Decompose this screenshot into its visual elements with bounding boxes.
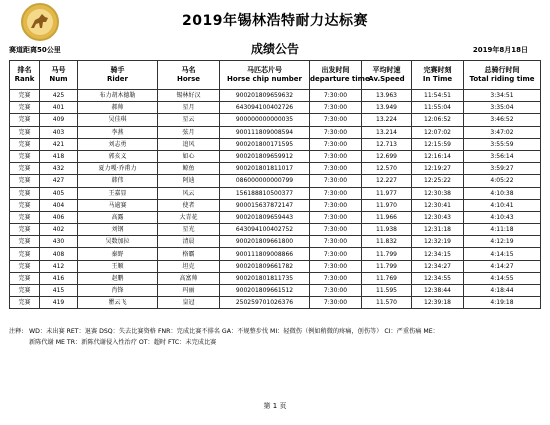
table-row	[10, 260, 541, 272]
cell-horse: 鲸鱼	[158, 163, 220, 175]
cell-rank: 完赛	[10, 187, 40, 199]
cell-total-time: 3:47:02	[464, 126, 541, 138]
cell-departure: 7:30:00	[310, 187, 362, 199]
cell-rider: 吴数加拉	[78, 236, 158, 248]
cell-rider: 吴佳琪	[78, 114, 158, 126]
page-title: 2019年锡林浩特耐力达标赛	[182, 13, 368, 29]
table-row	[10, 236, 541, 248]
cell-total-time: 3:34:51	[464, 90, 541, 102]
cell-rank: 完赛	[10, 114, 40, 126]
cell-chip: 900201801811017	[220, 163, 310, 175]
cell-horse: 追风	[158, 138, 220, 150]
cell-chip: 900201809661512	[220, 285, 310, 297]
cell-chip: 900015637872147	[220, 199, 310, 211]
cell-chip: 643094100402726	[220, 102, 310, 114]
cell-in-time: 12:32:19	[412, 236, 464, 248]
cell-speed: 13.963	[362, 90, 412, 102]
cell-speed: 12.570	[362, 163, 412, 175]
cell-rider: 瞿云飞	[78, 297, 158, 309]
cell-total-time: 3:59:27	[464, 163, 541, 175]
cell-speed: 11.832	[362, 236, 412, 248]
cell-chip: 156188810500377	[220, 187, 310, 199]
cell-horse: 大青花	[158, 211, 220, 223]
cell-speed: 11.769	[362, 272, 412, 284]
cell-total-time: 4:10:38	[464, 187, 541, 199]
cell-rider: 王嘉显	[78, 187, 158, 199]
cell-total-time: 3:35:04	[464, 102, 541, 114]
cell-horse: 星月	[158, 102, 220, 114]
notes	[9, 326, 540, 348]
table-row	[10, 297, 541, 309]
cell-departure: 7:30:00	[310, 126, 362, 138]
cell-rider: 肖锋	[78, 285, 158, 297]
cell-total-time: 4:19:18	[464, 297, 541, 309]
cell-departure: 7:30:00	[310, 272, 362, 284]
table-row	[10, 163, 541, 175]
cell-rank: 完赛	[10, 248, 40, 260]
header-row	[10, 61, 541, 90]
cell-speed: 12.699	[362, 150, 412, 162]
cell-chip: 900201809659632	[220, 90, 310, 102]
cell-in-time: 12:25:22	[412, 175, 464, 187]
cell-departure: 7:30:00	[310, 138, 362, 150]
cell-num: 406	[40, 211, 78, 223]
cell-in-time: 12:39:18	[412, 297, 464, 309]
cell-departure: 7:30:00	[310, 285, 362, 297]
cell-horse: 高富帅	[158, 272, 220, 284]
cell-horse: 星云	[158, 114, 220, 126]
cell-chip: 900201809659912	[220, 150, 310, 162]
cell-speed: 13.224	[362, 114, 412, 126]
cell-rank: 完赛	[10, 285, 40, 297]
cell-horse: 使者	[158, 199, 220, 211]
cell-rider: 郭亥义	[78, 150, 158, 162]
cell-rider: 秦野	[78, 248, 158, 260]
table-row	[10, 175, 541, 187]
col-header-departure: 出发时间 departure time	[310, 61, 362, 90]
cell-total-time: 4:11:18	[464, 224, 541, 236]
cell-in-time: 12:38:44	[412, 285, 464, 297]
cell-speed: 12.227	[362, 175, 412, 187]
table-row	[10, 224, 541, 236]
cell-rank: 完赛	[10, 175, 40, 187]
cell-rank: 完赛	[10, 199, 40, 211]
cell-in-time: 12:07:02	[412, 126, 464, 138]
cell-in-time: 12:19:27	[412, 163, 464, 175]
col-header-in-time: 完赛时刻 In Time	[412, 61, 464, 90]
cell-chip: 900000000000035	[220, 114, 310, 126]
cell-in-time: 12:30:43	[412, 211, 464, 223]
cell-total-time: 4:12:19	[464, 236, 541, 248]
cell-chip: 900201809659443	[220, 211, 310, 223]
cell-total-time: 4:14:55	[464, 272, 541, 284]
cell-rider: 赵鹏	[78, 272, 158, 284]
cell-rank: 完赛	[10, 211, 40, 223]
cell-speed: 12.713	[362, 138, 412, 150]
cell-departure: 7:30:00	[310, 199, 362, 211]
cell-in-time: 12:31:18	[412, 224, 464, 236]
cell-in-time: 12:16:14	[412, 150, 464, 162]
table-row	[10, 150, 541, 162]
cell-rider: 韩伟	[78, 175, 158, 187]
cell-horse: 弦月	[158, 126, 220, 138]
cell-chip: 900111809008866	[220, 248, 310, 260]
cell-in-time: 12:30:38	[412, 187, 464, 199]
col-header-speed: 平均时速 Av.Speed	[362, 61, 412, 90]
cell-rider: 刘志勇	[78, 138, 158, 150]
notes-label: 注释:	[9, 328, 24, 335]
cell-horse: 格霸	[158, 248, 220, 260]
cell-chip: 900111809008594	[220, 126, 310, 138]
cell-departure: 7:30:00	[310, 175, 362, 187]
cell-rider: 李燕	[78, 126, 158, 138]
cell-num: 405	[40, 187, 78, 199]
cell-num: 412	[40, 260, 78, 272]
cell-in-time: 12:06:52	[412, 114, 464, 126]
cell-rank: 完赛	[10, 90, 40, 102]
col-header-rider: 骑手 Rider	[78, 61, 158, 90]
cell-horse: 清晨	[158, 236, 220, 248]
cell-rank: 完赛	[10, 163, 40, 175]
cell-departure: 7:30:00	[310, 236, 362, 248]
cell-chip: 900201800171595	[220, 138, 310, 150]
cell-rank: 完赛	[10, 272, 40, 284]
col-header-chip: 马匹芯片号 Horse chip number	[220, 61, 310, 90]
cell-speed: 11.977	[362, 187, 412, 199]
col-header-num: 马号 Num	[40, 61, 78, 90]
cell-rider: 郝帅	[78, 102, 158, 114]
cell-chip: 900201809661800	[220, 236, 310, 248]
results-body	[10, 90, 541, 309]
cell-num: 402	[40, 224, 78, 236]
cell-chip: 086000000000799	[220, 175, 310, 187]
cell-rider: 王顺	[78, 260, 158, 272]
cell-num: 404	[40, 199, 78, 211]
cell-total-time: 4:14:15	[464, 248, 541, 260]
table-row	[10, 199, 541, 211]
cell-speed: 11.966	[362, 211, 412, 223]
table-row	[10, 285, 541, 297]
cell-horse: 坦克	[158, 260, 220, 272]
cell-departure: 7:30:00	[310, 114, 362, 126]
cell-total-time: 4:14:27	[464, 260, 541, 272]
cell-total-time: 3:55:59	[464, 138, 541, 150]
col-header-total-time: 总骑行时间 Total riding time	[464, 61, 541, 90]
cell-chip: 900201809661782	[220, 260, 310, 272]
cell-speed: 11.938	[362, 224, 412, 236]
cell-num: 418	[40, 150, 78, 162]
cell-departure: 7:30:00	[310, 248, 362, 260]
cell-num: 401	[40, 102, 78, 114]
cell-num: 416	[40, 272, 78, 284]
cell-total-time: 3:56:14	[464, 150, 541, 162]
cell-rider: 布力胡木德勒	[78, 90, 158, 102]
table-row	[10, 272, 541, 284]
cell-rank: 完赛	[10, 224, 40, 236]
table-row	[10, 138, 541, 150]
table-row	[10, 248, 541, 260]
table-row	[10, 187, 541, 199]
cell-horse: 阿迪	[158, 175, 220, 187]
cell-rank: 完赛	[10, 260, 40, 272]
cell-num: 430	[40, 236, 78, 248]
page-number: 第 1 页	[263, 402, 287, 410]
cell-speed: 11.799	[362, 260, 412, 272]
cell-num: 419	[40, 297, 78, 309]
cell-horse: 如心	[158, 150, 220, 162]
cell-rider: 马逾赛	[78, 199, 158, 211]
cell-in-time: 12:30:41	[412, 199, 464, 211]
cell-rank: 完赛	[10, 150, 40, 162]
cell-chip: 643094100402752	[220, 224, 310, 236]
cell-speed: 11.799	[362, 248, 412, 260]
cell-num: 415	[40, 285, 78, 297]
cell-num: 425	[40, 90, 78, 102]
table-row	[10, 102, 541, 114]
cell-in-time: 12:34:27	[412, 260, 464, 272]
col-header-horse: 马名 Horse	[158, 61, 220, 90]
cell-rank: 完赛	[10, 297, 40, 309]
cell-chip: 900201801811735	[220, 272, 310, 284]
cell-departure: 7:30:00	[310, 224, 362, 236]
cell-horse: 风云	[158, 187, 220, 199]
cell-in-time: 11:54:51	[412, 90, 464, 102]
course-distance: 赛道距离50公里	[9, 46, 61, 54]
cell-speed: 13.949	[362, 102, 412, 114]
cell-num: 403	[40, 126, 78, 138]
cell-departure: 7:30:00	[310, 150, 362, 162]
cell-total-time: 3:46:52	[464, 114, 541, 126]
cell-in-time: 12:34:15	[412, 248, 464, 260]
cell-num: 421	[40, 138, 78, 150]
cell-rank: 完赛	[10, 236, 40, 248]
table-row	[10, 90, 541, 102]
cell-rank: 完赛	[10, 138, 40, 150]
cell-horse: 星光	[158, 224, 220, 236]
event-date: 2019年8月18日	[472, 46, 528, 54]
cell-total-time: 4:05:22	[464, 175, 541, 187]
cell-rank: 完赛	[10, 102, 40, 114]
cell-speed: 11.595	[362, 285, 412, 297]
cell-total-time: 4:10:43	[464, 211, 541, 223]
cell-departure: 7:30:00	[310, 211, 362, 223]
cell-speed: 11.970	[362, 199, 412, 211]
cell-chip: 250259701026376	[220, 297, 310, 309]
cell-rider: 高露	[78, 211, 158, 223]
cell-num: 409	[40, 114, 78, 126]
cell-departure: 7:30:00	[310, 260, 362, 272]
results-subtitle: 成绩公告	[250, 42, 299, 56]
cell-departure: 7:30:00	[310, 102, 362, 114]
table-row	[10, 114, 541, 126]
cell-rider: 夏力嘎·乔甫力	[78, 163, 158, 175]
cell-rider: 刘钢	[78, 224, 158, 236]
cell-total-time: 4:18:44	[464, 285, 541, 297]
cell-num: 408	[40, 248, 78, 260]
table-row	[10, 126, 541, 138]
cell-horse: 玛丽	[158, 285, 220, 297]
cell-departure: 7:30:00	[310, 163, 362, 175]
cell-num: 432	[40, 163, 78, 175]
cell-horse: 皇冠	[158, 297, 220, 309]
table-row	[10, 211, 541, 223]
cell-rank: 完赛	[10, 126, 40, 138]
notes-line-2: 新陈代谢 ME TR：新陈代谢侵入性治疗 OT：超时 FTC：未完成比赛	[29, 339, 217, 346]
results-table	[9, 60, 541, 309]
cell-num: 427	[40, 175, 78, 187]
cell-speed: 13.214	[362, 126, 412, 138]
cell-in-time: 12:15:59	[412, 138, 464, 150]
cell-departure: 7:30:00	[310, 297, 362, 309]
cell-speed: 11.570	[362, 297, 412, 309]
cell-in-time: 12:34:55	[412, 272, 464, 284]
cell-horse: 锡林好汉	[158, 90, 220, 102]
col-header-rank: 排名 Rank	[10, 61, 40, 90]
notes-line-1: WD：未出赛 RET：退赛 DSQ：失去比赛资格 FNR：完成比赛不排名 GA：不规整步伐 MI：轻微伤（例如稍微的疼痛，创伤等） CI：严重伤痛 ME：	[29, 328, 439, 335]
cell-in-time: 11:55:04	[412, 102, 464, 114]
cell-departure: 7:30:00	[310, 90, 362, 102]
cell-total-time: 4:10:41	[464, 199, 541, 211]
